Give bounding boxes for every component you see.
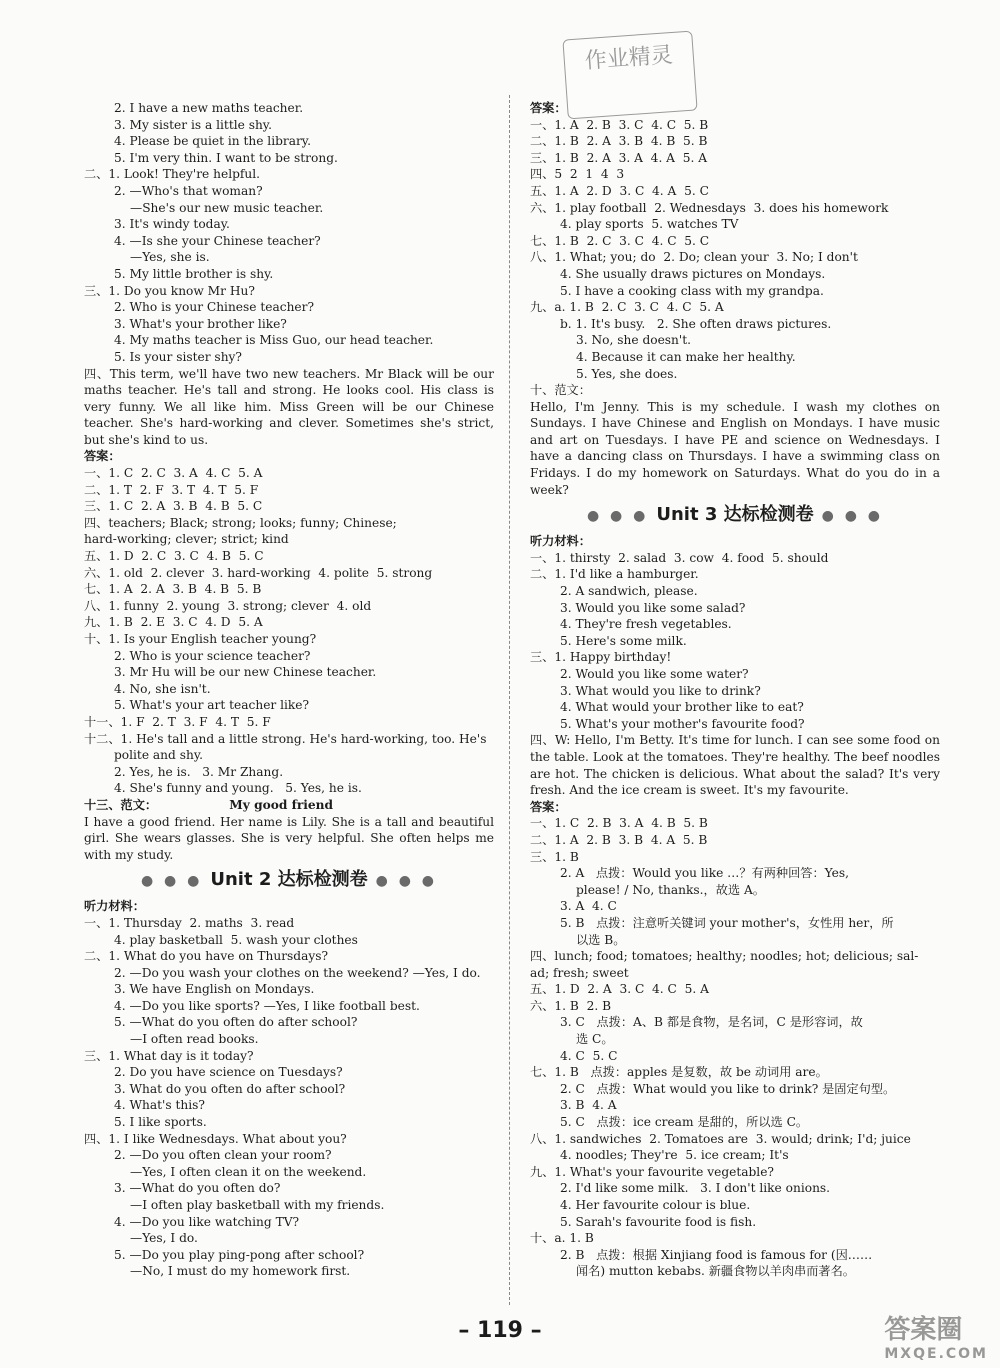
text-line: 5. Here's some milk. — [560, 633, 687, 648]
text-line: 闻名) mutton kebabs. 新疆食物以羊肉串而著名。 — [576, 1264, 855, 1279]
text-line: 4. noodles; They're 5. ice cream; It's — [560, 1148, 789, 1163]
text-line: 2. Yes, he is. 3. Mr Zhang. — [114, 764, 284, 779]
text-line: 4. C 5. C — [560, 1048, 618, 1063]
text-line: 2. A sandwich, please. — [560, 584, 698, 599]
text-line: 四、This term, we'll have two new teachers. Mr Black will be our maths teacher. He's tall and strong. He looks cool. His class is very funny. We all like him. Miss Green will be our Chinese teacher. She's hard-working and clever. Sometimes she's strict, but she's kind to us. — [84, 366, 494, 447]
text-line: 4. No, she isn't. — [114, 681, 211, 696]
right-column — [530, 100, 940, 1280]
text-line: 4. What's this? — [114, 1098, 205, 1113]
decorative-dots-icon: ● ● ● — [375, 873, 438, 890]
text-line: 5. Is your sister shy? — [114, 349, 242, 364]
text-line: 三、1. Happy birthday! — [530, 650, 672, 665]
text-line: 四、W: Hello, I'm Betty. It's time for lunch. I can see some food on the table. Look at the tomatoes. They're healthy. The beef noodles are hot. The chicken is delicious. What about the salad? It's very fresh. And the ice cream is sweet. It's my favourite. — [530, 733, 940, 798]
unit-title: Unit 2 达标检测卷 — [210, 869, 368, 891]
text-line: 三、1. B 2. A 3. A 4. A 5. A — [530, 150, 708, 165]
text-line: 5. I have a cooking class with my grandpa. — [560, 283, 824, 298]
text-line: —Yes, I often clean it on the weekend. — [130, 1164, 367, 1179]
text-line: please! / No, thanks.，故选 A。 — [576, 882, 765, 897]
text-line: 一、1. thirsty 2. salad 3. cow 4. food 5. should — [530, 550, 829, 565]
text-line: 5. What's your mother's favourite food? — [560, 716, 805, 731]
text-line: 四、1. I like Wednesdays. What about you? — [84, 1131, 347, 1146]
text-line: —No, I must do my homework first. — [130, 1264, 351, 1279]
text-line: 2. —Do you often clean your room? — [114, 1148, 332, 1163]
text-line: 十、范文： — [530, 383, 591, 398]
stamp-text: 作业精灵 — [584, 43, 674, 75]
text-line: 一、1. C 2. B 3. A 4. B 5. B — [530, 816, 708, 831]
text-line: 4. My maths teacher is Miss Guo, our head teacher. — [114, 333, 434, 348]
text-line: 2. Who is your science teacher? — [114, 648, 311, 663]
text-line: 五、1. D 2. A 3. C 4. C 5. A — [530, 982, 709, 997]
left-column — [84, 100, 494, 1280]
text-line: hard-working; clever; strict; kind — [84, 532, 289, 547]
text-line: 4. play sports 5. watches TV — [560, 217, 739, 232]
text-line: 八、1. funny 2. young 3. strong; clever 4. old — [84, 598, 372, 613]
text-line: 4. She usually draws pictures on Mondays. — [560, 266, 826, 281]
text-line: —I often read books. — [130, 1032, 259, 1047]
text-line: 答案： — [84, 449, 121, 464]
text-line: 三、1. What day is it today? — [84, 1048, 254, 1063]
text-line: 六、1. B 2. B — [530, 998, 612, 1013]
text-line: 四、5 2 1 4 3 — [530, 167, 625, 182]
text-line: 一、1. A 2. B 3. C 4. C 5. B — [530, 117, 709, 132]
text-line: 4. —Do you like watching TV? — [114, 1214, 300, 1229]
text-line: 七、1. B 点拨：apples 是复数，故 be 动词用 are。 — [530, 1065, 828, 1080]
text-line: Hello, I'm Jenny. This is my schedule. I wash my clothes on Sundays. I have Chinese and English on Mondays. I have music and art on Tuesdays. I have PE and science on Wednesdays. I have a dancing class on Thursdays. I have a swimming class on Fridays. I do my homework on Saturdays. What do you do in a week? — [530, 399, 940, 497]
text-line: 二、1. B 2. A 3. B 4. B 5. B — [530, 134, 708, 149]
text-line: 5. I like sports. — [114, 1115, 207, 1130]
text-line: 答案： — [530, 101, 567, 115]
text-line: 四、teachers; Black; strong; looks; funny; Chinese; — [84, 515, 397, 530]
text-line: 5. C 点拨：ice cream 是甜的，所以选 C。 — [560, 1115, 809, 1130]
text-line: 七、1. A 2. A 3. B 4. B 5. B — [84, 582, 262, 597]
unit-title: Unit 3 达标检测卷 — [656, 504, 814, 526]
text-line: I have a good friend. Her name is Lily. She is a tall and beautiful girl. She wears glasses. She is very helpful. She often helps me with my study. — [84, 814, 494, 862]
text-line: 5. My little brother is shy. — [114, 266, 274, 281]
text-line: 三、1. Do you know Mr Hu? — [84, 283, 255, 298]
text-line: 六、1. play football 2. Wednesdays 3. does his homework — [530, 200, 889, 215]
text-line: 三、1. B — [530, 849, 579, 864]
text-line: 五、1. A 2. D 3. C 4. A 5. C — [530, 183, 709, 198]
text-line: 2. C 点拨：What would you like to drink? 是固定句型。 — [560, 1081, 896, 1096]
text-line: 2. A 点拨：Would you like …？有两种回答：Yes, — [560, 866, 849, 881]
text-line: 九、1. What's your favourite vegetable? — [530, 1164, 774, 1179]
text-line: 3. What's your brother like? — [114, 316, 287, 331]
text-line: 以选 B。 — [576, 932, 626, 947]
text-line: 5. B 点拨：注意听关键词 your mother's，女性用 her，所 — [560, 915, 894, 930]
text-line: 4. What would your brother like to eat? — [560, 700, 804, 715]
text-line: 5. —What do you often do after school? — [114, 1015, 358, 1030]
text-line: 3. My sister is a little shy. — [114, 117, 272, 132]
text-line: 2. —Who's that woman? — [114, 183, 263, 198]
text-line: b. 1. It's busy. 2. She often draws pictures. — [560, 316, 832, 331]
watermark-sub: MXQE.COM — [884, 1346, 988, 1362]
text-line: 十、a. 1. B — [530, 1231, 594, 1246]
text-line: 2. Would you like some water? — [560, 667, 749, 681]
text-line: 4. play basketball 5. wash your clothes — [114, 932, 358, 947]
text-line: 3. Mr Hu will be our new Chinese teacher. — [114, 665, 377, 680]
text-line: 八、1. sandwiches 2. Tomatoes are 3. would; drink; I'd; juice — [530, 1131, 911, 1146]
text-line: 九、1. B 2. E 3. C 4. D 5. A — [84, 615, 263, 630]
text-line: —She's our new music teacher. — [130, 200, 324, 215]
text-line: 三、1. C 2. A 3. B 4. B 5. C — [84, 499, 263, 514]
text-line: 3. We have English on Mondays. — [114, 982, 315, 997]
text-line: 八、1. What; you; do 2. Do; clean your 3. No; I don't — [530, 250, 858, 265]
text-line: —Yes, I do. — [130, 1231, 198, 1246]
text-line: 七、1. B 2. C 3. C 4. C 5. C — [530, 233, 710, 248]
unit-header — [530, 500, 940, 531]
text-line: —I often play basketball with my friends. — [130, 1198, 385, 1212]
text-line: 3. B 4. A — [560, 1098, 617, 1113]
text-line: 5. Yes, she does. — [576, 366, 678, 381]
text-line: 十一、1. F 2. T 3. F 4. T 5. F — [84, 714, 271, 729]
text-line: 2. I have a new maths teacher. — [114, 101, 304, 115]
text-line: 九、a. 1. B 2. C 3. C 4. C 5. A — [530, 300, 724, 315]
text-line: 3. C 点拨：A、B 都是食物，是名词，C 是形容词，故 — [560, 1015, 863, 1030]
text-line: 二、1. What do you have on Thursdays? — [84, 949, 329, 964]
text-line: 3. What do you often do after school? — [114, 1081, 346, 1096]
text-line: 答案： — [530, 799, 567, 814]
text-line: 5. What's your art teacher like? — [114, 698, 310, 713]
text-line: 二、1. A 2. B 3. B 4. A 5. B — [530, 832, 708, 847]
text-line: 听力材料： — [84, 899, 145, 914]
text-line: 3. Would you like some salad? — [560, 600, 746, 615]
text-line: 5. —Do you play ping-pong after school? — [114, 1247, 365, 1262]
text-line: 2. B 点拨：根据 Xinjiang food is famous for (因…… — [560, 1247, 873, 1262]
text-line: 2. Who is your Chinese teacher? — [114, 300, 314, 315]
text-line: 5. Sarah's favourite food is fish. — [560, 1214, 757, 1229]
text-line: ad; fresh; sweet — [530, 965, 629, 980]
text-line: 4. They're fresh vegetables. — [560, 617, 732, 632]
unit-header — [84, 865, 494, 896]
text-line: 4. Please be quiet in the library. — [114, 134, 311, 149]
text-line: 2. I'd like some milk. 3. I don't like onions. — [560, 1181, 831, 1196]
text-line: 一、1. C 2. C 3. A 4. C 5. A — [84, 466, 263, 481]
text-line: 二、1. T 2. F 3. T 4. T 5. F — [84, 482, 259, 497]
text-line: 五、1. D 2. C 3. C 4. B 5. C — [84, 549, 264, 564]
text-line: 2. —Do you wash your clothes on the weekend? —Yes, I do. — [114, 965, 481, 980]
page-number: – 119 – — [458, 1318, 542, 1343]
text-line: 六、1. old 2. clever 3. hard-working 4. polite 5. strong — [84, 565, 433, 580]
text-line: 十、1. Is your English teacher young? — [84, 632, 317, 646]
text-line: 3. It's windy today. — [114, 217, 230, 232]
decorative-dots-icon: ● ● ● — [586, 508, 649, 525]
text-line: 4. —Do you like sports? —Yes, I like football best. — [114, 998, 420, 1013]
text-line: 2. Do you have science on Tuesdays? — [114, 1065, 343, 1080]
text-line: 二、1. I'd like a hamburger. — [530, 567, 699, 582]
watermark-main: 答案圈 — [884, 1315, 963, 1345]
text-line: 4. Because it can make her healthy. — [576, 349, 796, 364]
text-line: 听力材料： — [530, 534, 591, 549]
text-line: 3. —What do you often do? — [114, 1181, 281, 1196]
decorative-dots-icon: ● ● ● — [821, 508, 884, 525]
text-line: 选 C。 — [576, 1032, 614, 1047]
text-line: 四、lunch; food; tomatoes; healthy; noodles; hot; delicious; sal- — [530, 949, 919, 964]
text-line: 一、1. Thursday 2. maths 3. read — [84, 915, 295, 930]
text-line: 3. What would you like to drink? — [560, 683, 761, 698]
text-line: 十二、1. He's tall and a little strong. He's hard-working, too. He's — [84, 731, 487, 746]
text-line: polite and shy. — [114, 748, 203, 763]
text-line: 3. A 4. C — [560, 899, 617, 914]
text-line: 二、1. Look! They're helpful. — [84, 167, 261, 182]
column-divider — [509, 95, 510, 1305]
text-line: 十三、范文： My good friend — [84, 797, 334, 812]
text-line: 3. No, she doesn't. — [576, 333, 692, 348]
text-line: 4. She's funny and young. 5. Yes, he is. — [114, 781, 362, 796]
decorative-dots-icon: ● ● ● — [140, 873, 203, 890]
text-line: 4. —Is she your Chinese teacher? — [114, 233, 321, 248]
text-line: 4. Her favourite colour is blue. — [560, 1198, 751, 1212]
site-watermark — [884, 1309, 988, 1362]
text-line: 5. I'm very thin. I want to be strong. — [114, 150, 338, 165]
text-line: —Yes, she is. — [130, 250, 210, 265]
